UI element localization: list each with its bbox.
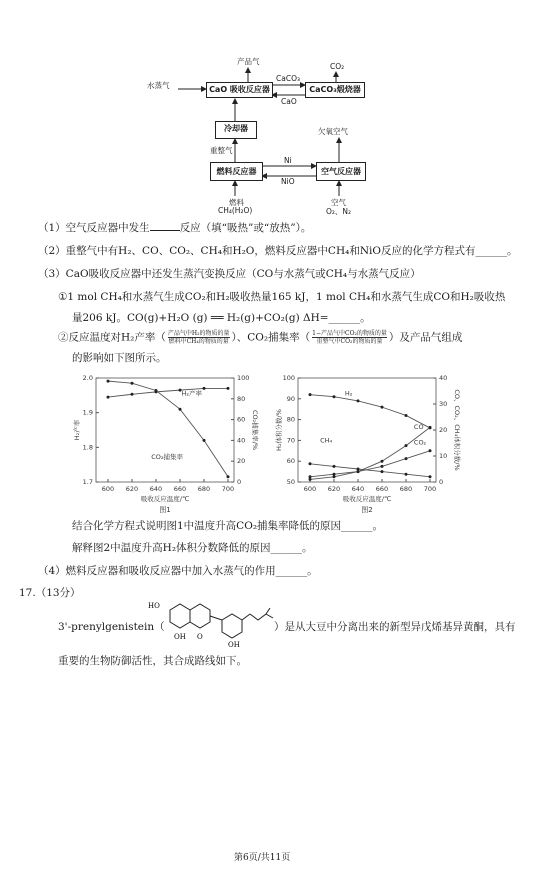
- question-3-analysis-1: 结合化学方程式说明图1中温度升高CO₂捕集率降低的原因______。: [72, 520, 384, 532]
- q3-2-text-c: ）及产品气组成: [388, 331, 463, 344]
- series-label: CO: [413, 422, 424, 431]
- y-left-tick-label: 80: [286, 415, 295, 424]
- frac1-denominator: 燃料中CH₄的物质的量: [168, 338, 229, 345]
- depleted-air-label: 欠氧空气: [318, 127, 348, 136]
- x-axis-label: 吸收反应温度/℃: [342, 495, 392, 503]
- x-tick-label: 700: [221, 485, 235, 493]
- x-tick-label: 600: [101, 485, 115, 493]
- question-3: （3）CaO吸收反应器中还发生蒸汽变换反应（CO与水蒸气或CH₄与水蒸气反应）: [38, 268, 421, 280]
- data-point: [381, 460, 384, 463]
- mol-oh-bottom: OH: [174, 633, 186, 641]
- data-point: [357, 468, 360, 471]
- figure-caption: 图2: [361, 506, 373, 514]
- figure-caption: 图1: [159, 506, 171, 514]
- data-point: [381, 406, 384, 409]
- fuel-formula: CH₄(H₂O): [218, 206, 253, 215]
- data-point: [131, 393, 134, 396]
- nio-label: NiO: [281, 177, 295, 186]
- data-point: [429, 426, 432, 429]
- y-right-tick-label: 80: [237, 394, 246, 403]
- mol-oh-top: HO: [148, 602, 160, 610]
- h2-yield-fraction: [168, 330, 230, 345]
- q3-2-text-a: ②反应温度对H₂产率（: [58, 331, 166, 344]
- x-tick-label: 660: [375, 485, 389, 493]
- data-point: [381, 465, 384, 468]
- figure-2-chart: [272, 368, 478, 516]
- series-line: [310, 395, 430, 428]
- cooler: 冷却器: [215, 121, 257, 139]
- frac2-denominator: 重整气中CO₂的物质的量: [316, 338, 383, 345]
- q1-blank: [150, 230, 180, 231]
- data-point: [309, 393, 312, 396]
- series-line: [310, 451, 430, 477]
- y-left-axis-label: H₂产率: [73, 419, 81, 441]
- data-point: [227, 475, 230, 478]
- fuel-label: 燃料: [229, 198, 244, 207]
- y-left-tick-label: 50: [286, 478, 295, 486]
- question-3-2-line2: 的影响如下图所示。: [72, 352, 167, 364]
- figure-1-chart: [70, 368, 270, 516]
- question-3-1-line2: 量206 kJ。CO(g)+H₂O (g) ══ H₂(g)+CO₂(g) ΔH=______。: [72, 312, 371, 324]
- y-left-tick-label: 70: [286, 436, 295, 445]
- y-right-axis-label: CO、CO₂、CH₄体积分数/%: [453, 389, 461, 471]
- figure-2-plot: [274, 374, 462, 514]
- cao-absorption-reactor: CaO 吸收反应器: [206, 82, 273, 98]
- y-right-tick-label: 30: [439, 400, 448, 408]
- mol-carbonyl-o: O: [197, 633, 203, 641]
- data-point: [309, 478, 312, 481]
- x-tick-label: 680: [197, 485, 211, 493]
- y-right-tick-label: 20: [237, 457, 246, 466]
- ni-label: Ni: [284, 156, 292, 165]
- question-3-1-line1: ①1 mol CH₄和水蒸气生成CO₂和H₂吸收热量165 kJ，1 mol CH₄和水蒸气生成CO和H₂吸收热: [58, 291, 506, 303]
- data-point: [203, 439, 206, 442]
- data-point: [357, 470, 360, 473]
- series-line: [108, 388, 228, 397]
- air-formula: O₂、N₂: [326, 207, 352, 216]
- molecule-structure: [140, 598, 275, 648]
- page-footer: 第6页/共11页: [234, 853, 291, 863]
- frac1-numerator: 产品气中H₂的物质的量: [167, 330, 230, 337]
- frac2-num-text: 产品气中CO₂的物质的量: [320, 330, 387, 337]
- data-point: [429, 449, 432, 452]
- caco3-calciner: CaCO₃煅烧器: [305, 82, 365, 98]
- y-right-tick-label: 10: [439, 452, 448, 460]
- x-tick-label: 620: [125, 485, 139, 493]
- x-tick-label: 660: [173, 485, 187, 493]
- y-left-axis-label: H₂体积分数/%: [275, 409, 283, 451]
- series-label: H₂: [344, 389, 353, 398]
- series-line: [108, 381, 228, 477]
- y-left-tick-label: 1.9: [82, 408, 93, 417]
- y-right-tick-label: 40: [439, 374, 448, 382]
- y-left-tick-label: 1.8: [82, 443, 93, 452]
- steam-inlet-label: 水蒸气: [147, 81, 170, 90]
- x-tick-label: 600: [303, 485, 317, 493]
- question-4: （4）燃料反应器和吸收反应器中加入水蒸气的作用______。: [38, 565, 318, 577]
- data-point: [131, 382, 134, 385]
- series-label: CH₄: [320, 436, 333, 445]
- y-left-tick-label: 2.0: [82, 374, 93, 382]
- series-label: H₂产率: [181, 389, 203, 398]
- co2-outlet-label: CO₂: [330, 62, 345, 71]
- fuel-reactor: 燃料反应器: [210, 162, 263, 181]
- data-point: [333, 475, 336, 478]
- data-point: [203, 387, 206, 390]
- air-label: 空气: [331, 198, 346, 207]
- caco3-label: CaCO₃: [276, 74, 300, 83]
- question-1: [38, 221, 311, 235]
- data-point: [405, 473, 408, 476]
- y-right-tick-label: 20: [439, 426, 448, 434]
- data-point: [333, 395, 336, 398]
- data-point: [333, 465, 336, 468]
- y-right-tick-label: 40: [237, 436, 246, 445]
- q17-description-line2: 重要的生物防御活性，其合成路线如下。: [58, 655, 247, 667]
- co2-capture-fraction: [312, 330, 387, 345]
- x-tick-label: 620: [327, 485, 341, 493]
- q3-2-text-b: ）、CO₂捕集率（: [231, 331, 311, 344]
- data-point: [309, 462, 312, 465]
- flow-arrows: [0, 0, 550, 220]
- mol-oh-ring: OH: [228, 641, 240, 648]
- data-point: [405, 444, 408, 447]
- cao-label: CaO: [281, 97, 297, 106]
- data-point: [405, 414, 408, 417]
- question-17-heading: 17.（13分）: [19, 587, 81, 599]
- process-flow-diagram: [0, 0, 550, 220]
- series-line: [310, 427, 430, 479]
- product-gas-label: 产品气: [237, 57, 260, 66]
- data-point: [405, 457, 408, 460]
- q17-compound-name: 3'-prenylgenistein（: [58, 621, 165, 633]
- x-tick-label: 640: [351, 485, 365, 493]
- frac2-numerator: [312, 330, 387, 338]
- y-left-tick-label: 1.7: [82, 478, 93, 486]
- data-point: [227, 387, 230, 390]
- data-point: [381, 470, 384, 473]
- x-axis-label: 吸收反应温度/℃: [140, 495, 190, 503]
- q17-description: ）是从大豆中分离出来的新型异戊烯基异黄酮，具有: [274, 621, 516, 633]
- q1-text-a: （1）空气反应器中发生: [38, 222, 150, 234]
- x-tick-label: 700: [423, 485, 437, 493]
- series-label: CO₂捕集率: [151, 453, 183, 462]
- x-tick-label: 680: [399, 485, 413, 493]
- data-point: [179, 408, 182, 411]
- air-reactor: 空气反应器: [316, 162, 366, 181]
- series-label: CO₂: [413, 438, 427, 447]
- data-point: [333, 473, 336, 476]
- y-right-tick-label: 0: [439, 478, 444, 486]
- y-left-tick-label: 90: [286, 394, 295, 403]
- data-point: [429, 475, 432, 478]
- y-left-tick-label: 100: [282, 374, 295, 382]
- x-tick-label: 640: [149, 485, 163, 493]
- frac2-prefix: 1−: [312, 330, 321, 337]
- question-3-2-line1: [58, 330, 462, 348]
- reforming-gas-label: 重整气: [210, 146, 233, 155]
- y-right-axis-label: CO₂捕集率/%: [251, 409, 259, 451]
- y-right-tick-label: 0: [237, 478, 242, 486]
- data-point: [107, 380, 110, 383]
- question-3-analysis-2: 解释图2中温度升高H₂体积分数降低的原因______。: [72, 542, 313, 554]
- data-point: [309, 475, 312, 478]
- y-right-tick-label: 60: [237, 415, 246, 424]
- data-point: [357, 399, 360, 402]
- figure-1-plot: [72, 374, 260, 514]
- data-point: [107, 396, 110, 399]
- plot-frame: [96, 378, 234, 482]
- question-2: （2）重整气中有H₂、CO、CO₂、CH₄和H₂O，燃料反应器中CH₄和NiO反应的化学方程式有______。: [38, 245, 518, 257]
- data-point: [155, 389, 158, 392]
- y-left-tick-label: 60: [286, 457, 295, 466]
- y-right-tick-label: 100: [237, 374, 250, 382]
- q1-text-b: 反应（填“吸热”或“放热”）。: [179, 222, 312, 234]
